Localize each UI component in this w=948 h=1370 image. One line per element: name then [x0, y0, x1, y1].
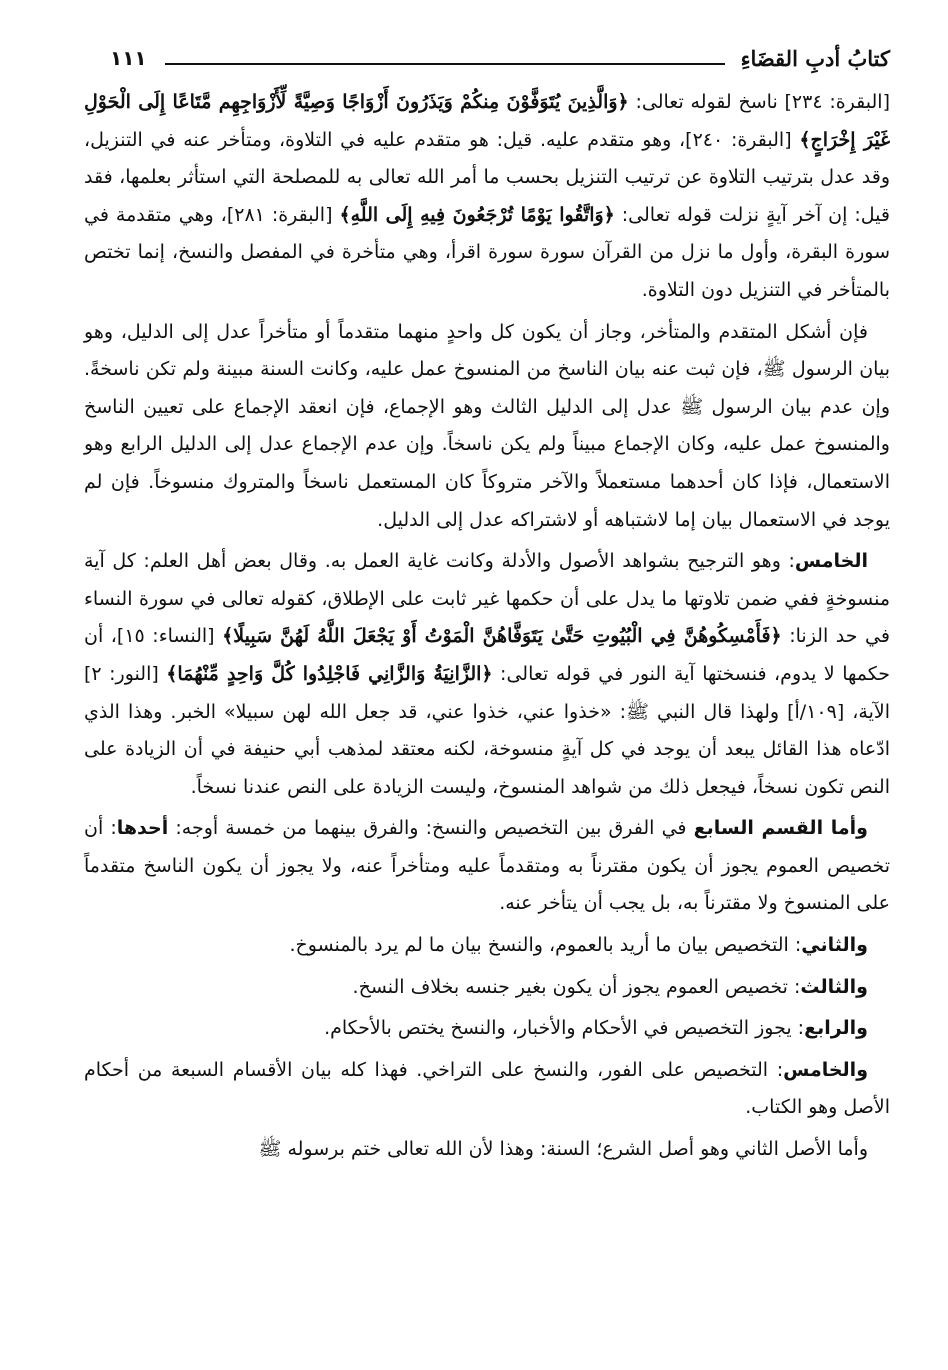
paragraph — [84, 543, 890, 806]
bold-heading: والثالث — [800, 975, 868, 998]
header-rule — [165, 63, 725, 65]
paragraph — [84, 1131, 890, 1169]
text-run: : تخصيص العموم يجوز أن يكون بغير جنسه بخلاف النسخ. — [352, 975, 801, 998]
quran-verse: ﴿فَأَمْسِكُوهُنَّ فِي الْبُيُوتِ حَتَّىٰ يَتَوَفَّاهُنَّ الْمَوْتُ أَوْ يَجْعَلَ اللَّهُ لَهُنَّ سَبِيلًا﴾ — [222, 625, 782, 648]
book-page — [84, 40, 890, 1350]
text-run: وأما الأصل الثاني وهو أصل الشرع؛ السنة: وهذا لأن الله تعالى ختم برسوله ﷺ — [258, 1138, 868, 1161]
text-run: في الفرق بين التخصيص والنسخ: والفرق بينهما من خمسة أوجه: — [168, 817, 694, 840]
bold-heading: وأما القسم السابع — [693, 817, 868, 840]
text-run: فإن أشكل المتقدم والمتأخر، وجاز أن يكون كل واحدٍ منهما متقدماً أو متأخراً عدل إلى الدليل، وهو بيان الرسول ﷺ، فإن ثبت عنه بيان الناسخ من المنسوخ عمل عليه، وكانت السنة مبينة ولم تكن ناسخةً. وإن عدم بيان الرسول ﷺ عدل إلى الدليل الثالث وهو الإجماع، فإن انعقد الإجماع على تعيين الناسخ والمنسوخ عمل عليه، وكان الإجماع مبيناً ولم يكن ناسخاً. وإن عدم الإجماع عدل إلى الدليل الرابع وهو الاستعمال، فإذا كان أحدهما مستعملاً والآخر متروكاً كان المستعمل ناسخاً والمتروك منسوخاً. فإن لم يوجد في الاستعمال بيان إما لاشتباهه أو لاشتراكه عدل إلى الدليل. — [84, 320, 890, 531]
text-run: [البقرة: ٢٤٠]، وهو متقدم عليه. قيل: هو متقدم عليه في التلاوة، ومتأخر عنه في التنزيل، وقد عدل بترتيب التلاوة عن ترتيب التنزيل بحسب ما أمر الله تعالى به للمصلحة التي استأثر بعلمها، فقد قيل: إن آخر آيةٍ نزلت قوله تعالى: — [84, 128, 890, 226]
quran-verse: ﴿وَالَّذِينَ يُتَوَفَّوْنَ مِنكُمْ وَيَذَرُونَ أَزْوَاجًا وَصِيَّةً لِّأَزْوَاجِهِم مَّتَاعًا إِلَى الْحَوْلِ غَيْرَ إِخْرَاجٍ﴾ — [84, 91, 891, 151]
bold-heading: والثاني — [801, 934, 868, 957]
text-run: [البقرة: ٢٣٤] ناسخ لقوله تعالى: — [628, 91, 890, 113]
bold-heading: الخامس — [794, 550, 868, 573]
bold-heading: أحدها — [116, 817, 169, 840]
text-run: : التخصيص بيان ما أريد بالعموم، والنسخ بيان ما لم يرد بالمنسوخ. — [289, 934, 802, 957]
quran-verse: ﴿الزَّانِيَةُ وَالزَّانِي فَاجْلِدُوا كُلَّ وَاحِدٍ مِّنْهُمَا﴾ — [166, 662, 493, 685]
paragraph — [84, 1052, 890, 1127]
page-body — [84, 84, 890, 1169]
quran-verse: ﴿وَاتَّقُوا يَوْمًا تُرْجَعُونَ فِيهِ إِلَى اللَّهِ﴾ — [339, 203, 615, 226]
paragraph — [84, 927, 890, 965]
text-run: : وهو الترجيح بشواهد الأصول والأدلة وكانت غاية العمل به. وقال بعض أهل العلم: كل آية منسوخةٍ ففي ضمن تلاوتها ما يدل على أن حكمها غير ثابت على الإطلاق، كقوله تعالى في سورة النساء في حد الزنا: — [84, 550, 890, 648]
running-title: كتابُ أدبِ القضَاءِ — [740, 45, 890, 71]
text-run: [النور: ٢] الآية، [١٠٩/أ] ولهذا قال النبي ﷺ: «خذوا عني، خذوا عني، قد جعل الله لهن سبيلا» الخبر. وهذا الذي ادّعاه هذا القائل يبعد أن يوجد في كل آيةٍ منسوخة، لكنه معتقد لمذهب أبي حنيفة في أن الزيادة على النص تكون نسخاً، فيجعل ذلك من شواهد المنسوخ، وليست الزيادة على النص عندنا نسخاً. — [84, 662, 890, 798]
paragraph — [84, 1010, 890, 1048]
text-run: [البقرة: ٢٨١]، وهي متقدمة في سورة البقرة، وأول ما نزل من القرآن سورة سورة اقرأ، وهي متأخرة في المفصل والنسخ، إنما تختص بالمتأخر في التنزيل دون التلاوة. — [84, 203, 890, 301]
bold-heading: والرابع — [804, 1017, 868, 1040]
page-header — [84, 40, 890, 76]
text-run: : التخصيص على الفور، والنسخ على التراخي. فهذا كله بيان الأقسام السبعة من أحكام الأصل وهو الكتاب. — [84, 1058, 890, 1119]
paragraph — [84, 314, 890, 540]
paragraph — [84, 810, 890, 923]
bold-heading: والخامس — [783, 1058, 868, 1081]
text-run: : أن تخصيص العموم يجوز أن يكون مقترناً به ومتقدماً عليه ومتأخراً عنه، ولا يجوز أن يكون الناسخ متقدماً على المنسوخ ولا مقترناً به، بل يجب أن يتأخر عنه. — [84, 817, 890, 915]
paragraph — [84, 84, 890, 310]
page-number: ١١١ — [110, 46, 147, 70]
text-run: : يجوز التخصيص في الأحكام والأخبار، والنسخ يختص بالأحكام. — [324, 1017, 805, 1040]
text-run: [النساء: ١٥]، أن حكمها لا يدوم، فنسختها آية النور في قوله تعالى: — [84, 625, 891, 685]
paragraph — [84, 969, 890, 1007]
